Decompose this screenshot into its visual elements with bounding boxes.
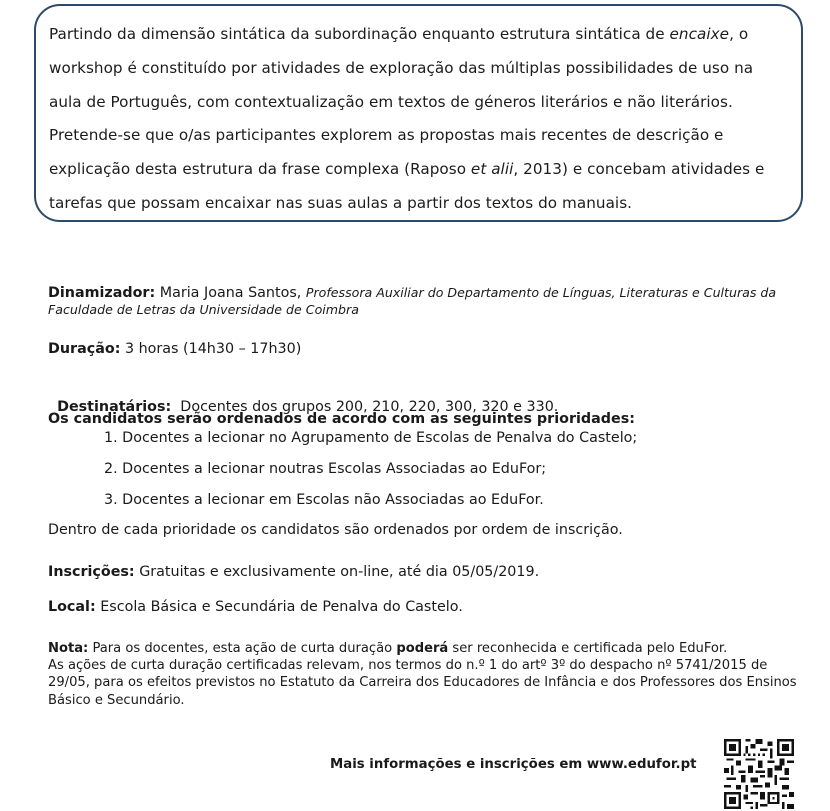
- destinatarios-label: Destinatários:: [57, 399, 172, 415]
- prioridade-item-1: 1. Docentes a lecionar no Agrupamento de Escolas de Penalva do Castelo;: [104, 430, 638, 446]
- more-info-text: Mais informações e inscrições em www.edufor.pt: [330, 757, 697, 772]
- prioridade-item-3: 3. Docentes a lecionar em Escolas não Associadas ao EduFor.: [104, 492, 544, 508]
- nota-section: [48, 640, 808, 709]
- inscricoes-section: [48, 564, 539, 581]
- encaixe-term: encaixe: [669, 25, 730, 43]
- duracao-label: Duração:: [48, 341, 121, 357]
- prioridade-item-2: 2. Docentes a lecionar noutras Escolas Associadas ao EduFor;: [104, 461, 547, 477]
- dinamizador-name: Maria Joana Santos,: [155, 285, 306, 301]
- nota-poderá: poderá: [396, 641, 449, 656]
- prioridades-heading: Os candidatos serão ordenados de acordo com as seguintes prioridades:: [48, 411, 635, 427]
- et-alii: et alii: [470, 160, 514, 179]
- intro-paragraph: Partindo da dimensão sintática da subordinação enquanto estrutura sintática de encaixe, o workshop é constituído por atividades de exploração das múltiplas possibilidades de uso na aula de Português, com contextualização em textos de géneros literários e não literários. Pretende-se que o/as participantes explorem as propostas mais recentes de descrição e explicação desta estrutura da frase complexa (Raposo et alii, 2013) e concebam atividades e tarefas que possam encaixar nas suas aulas a partir dos textos do manuais.: [49, 25, 765, 212]
- local-value: Escola Básica e Secundária de Penalva do Castelo.: [95, 599, 463, 615]
- prioridade-note: Dentro de cada prioridade os candidatos são ordenados por ordem de inscrição.: [48, 522, 623, 538]
- dinamizador-section: [48, 285, 808, 319]
- local-section: [48, 599, 463, 616]
- nota-line-1: Nota: Para os docentes, esta ação de curta duração poderá ser reconhecida e certificada pelo EduFor.: [48, 641, 728, 656]
- inscricoes-label: Inscrições:: [48, 564, 135, 580]
- duracao-section: [48, 341, 301, 358]
- dinamizador-description: Professora Auxiliar do Departamento de Línguas, Literaturas e Culturas da Faculdade de Letras da Universidade de Coimbra: [48, 285, 777, 317]
- destinatarios-value: Docentes dos grupos 200, 210, 220, 300, 320 e 330.: [171, 399, 559, 415]
- nota-line-2: As ações de curta duração certificadas relevam, nos termos do n.º 1 do artº 3º do despacho nº 5741/2015 de 29/05, para os efeitos previstos no Estatuto da Carreira dos Educadores de Infância e dos Professores dos Ensinos Básico e Secundário.: [48, 658, 797, 708]
- dinamizador-label: Dinamizador:: [48, 285, 156, 301]
- duracao-value: 3 horas (14h30 – 17h30): [120, 341, 302, 357]
- local-label: Local:: [48, 599, 96, 615]
- intro-box: [34, 4, 803, 222]
- qr-code-icon[interactable]: [724, 739, 794, 809]
- nota-label: Nota:: [48, 641, 89, 656]
- inscricoes-value: Gratuitas e exclusivamente on-line, até dia 05/05/2019.: [134, 564, 540, 580]
